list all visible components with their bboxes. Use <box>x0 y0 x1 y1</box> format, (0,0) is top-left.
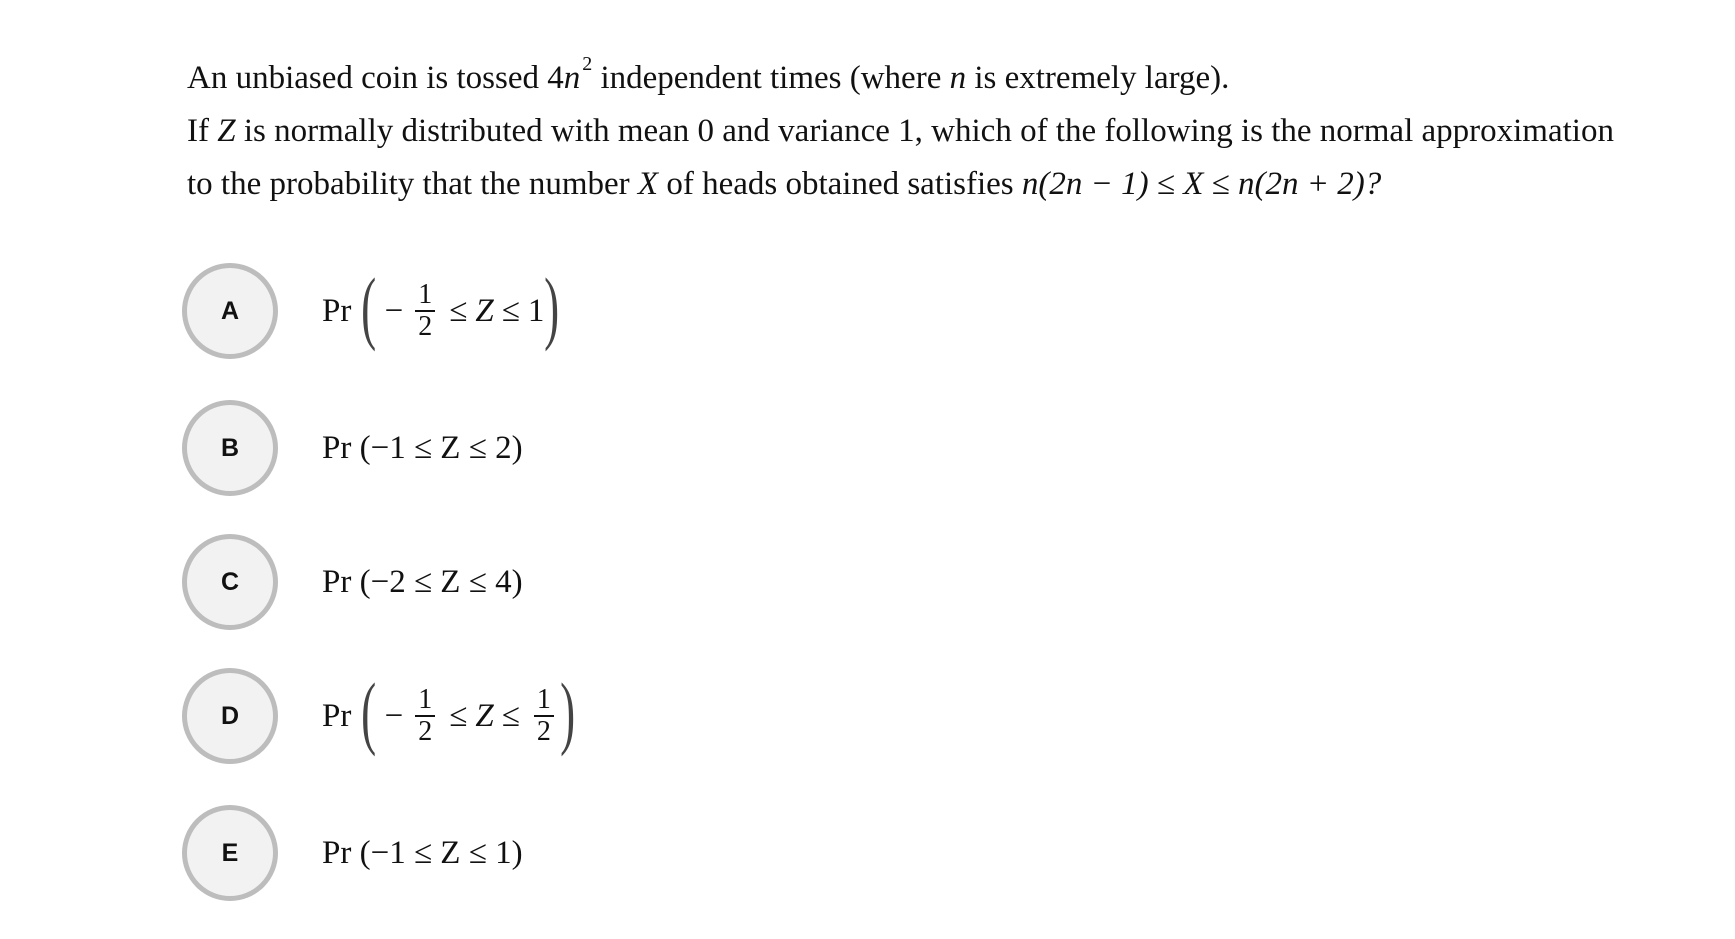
expr-variable: n <box>563 60 581 96</box>
option-d-badge[interactable]: D <box>182 668 278 764</box>
option-c-expression: Pr (−2 ≤ Z ≤ 4) <box>322 563 523 600</box>
inequality-expression: n(2n − 1) ≤ X ≤ n(2n + 2)? <box>1021 166 1382 202</box>
option-d-op2: ≤ <box>501 697 520 734</box>
left-paren: ( <box>361 666 377 757</box>
right-paren: ) <box>560 666 576 757</box>
option-e[interactable] <box>182 805 1082 901</box>
option-d-lower-fraction <box>415 685 435 747</box>
option-d-op1: ≤ <box>449 697 468 734</box>
question-line-1-text-b: independent times (where <box>592 60 950 96</box>
right-paren: ) <box>544 261 560 352</box>
option-d-var: Z <box>475 697 494 734</box>
option-c-badge[interactable]: C <box>182 534 278 630</box>
question-line-2-text-b: is normally distributed with mean 0 and variance 1, which of the following is the normal approximation <box>235 113 1614 149</box>
question-text <box>187 38 1717 211</box>
option-b-expression: Pr (−1 ≤ Z ≤ 2) <box>322 429 523 466</box>
option-a-lower-fraction <box>415 280 435 342</box>
option-d-minus: − <box>384 697 404 734</box>
fraction-denominator: 2 <box>534 715 554 747</box>
question-line-1-text-a: An unbiased coin is tossed <box>187 60 548 96</box>
option-a-minus: − <box>384 292 404 329</box>
question-line-2 <box>187 105 1717 158</box>
left-paren: ( <box>361 261 377 352</box>
option-d-upper-fraction <box>534 685 554 747</box>
question-line-1 <box>187 38 1717 105</box>
option-c[interactable] <box>182 534 1082 630</box>
question-line-3-text-b: of heads obtained satisfies <box>658 166 1022 202</box>
question-line-2-text-a: If <box>187 113 218 149</box>
question-line-1-text-c: is extremely large). <box>966 60 1230 96</box>
option-b-badge[interactable]: B <box>182 400 278 496</box>
variable-n: n <box>949 60 967 96</box>
fraction-denominator: 2 <box>415 715 435 747</box>
expr-exponent: 2 <box>582 53 593 75</box>
question-line-3-text-a: to the probability that the number <box>187 166 638 202</box>
option-e-expression: Pr (−1 ≤ Z ≤ 1) <box>322 834 523 871</box>
option-a-pr: Pr <box>322 292 352 329</box>
option-a-op1: ≤ <box>449 292 468 329</box>
option-d-expression <box>322 668 575 764</box>
variable-x: X <box>637 166 659 202</box>
option-e-badge[interactable]: E <box>182 805 278 901</box>
option-d-pr: Pr <box>322 697 352 734</box>
option-a-expression <box>322 263 560 359</box>
option-a-upper: 1 <box>527 292 545 329</box>
fraction-numerator: 1 <box>418 279 433 310</box>
option-a[interactable] <box>182 263 1082 359</box>
option-a-var: Z <box>475 292 494 329</box>
fraction-numerator: 1 <box>418 684 433 715</box>
option-d[interactable] <box>182 668 1082 764</box>
question-line-3 <box>187 158 1717 211</box>
expr-coefficient: 4 <box>547 60 564 96</box>
option-b[interactable] <box>182 400 1082 496</box>
option-a-badge[interactable]: A <box>182 263 278 359</box>
fraction-numerator: 1 <box>536 684 551 715</box>
option-a-op2: ≤ <box>501 292 520 329</box>
fraction-denominator: 2 <box>415 310 435 342</box>
variable-z: Z <box>217 113 236 149</box>
